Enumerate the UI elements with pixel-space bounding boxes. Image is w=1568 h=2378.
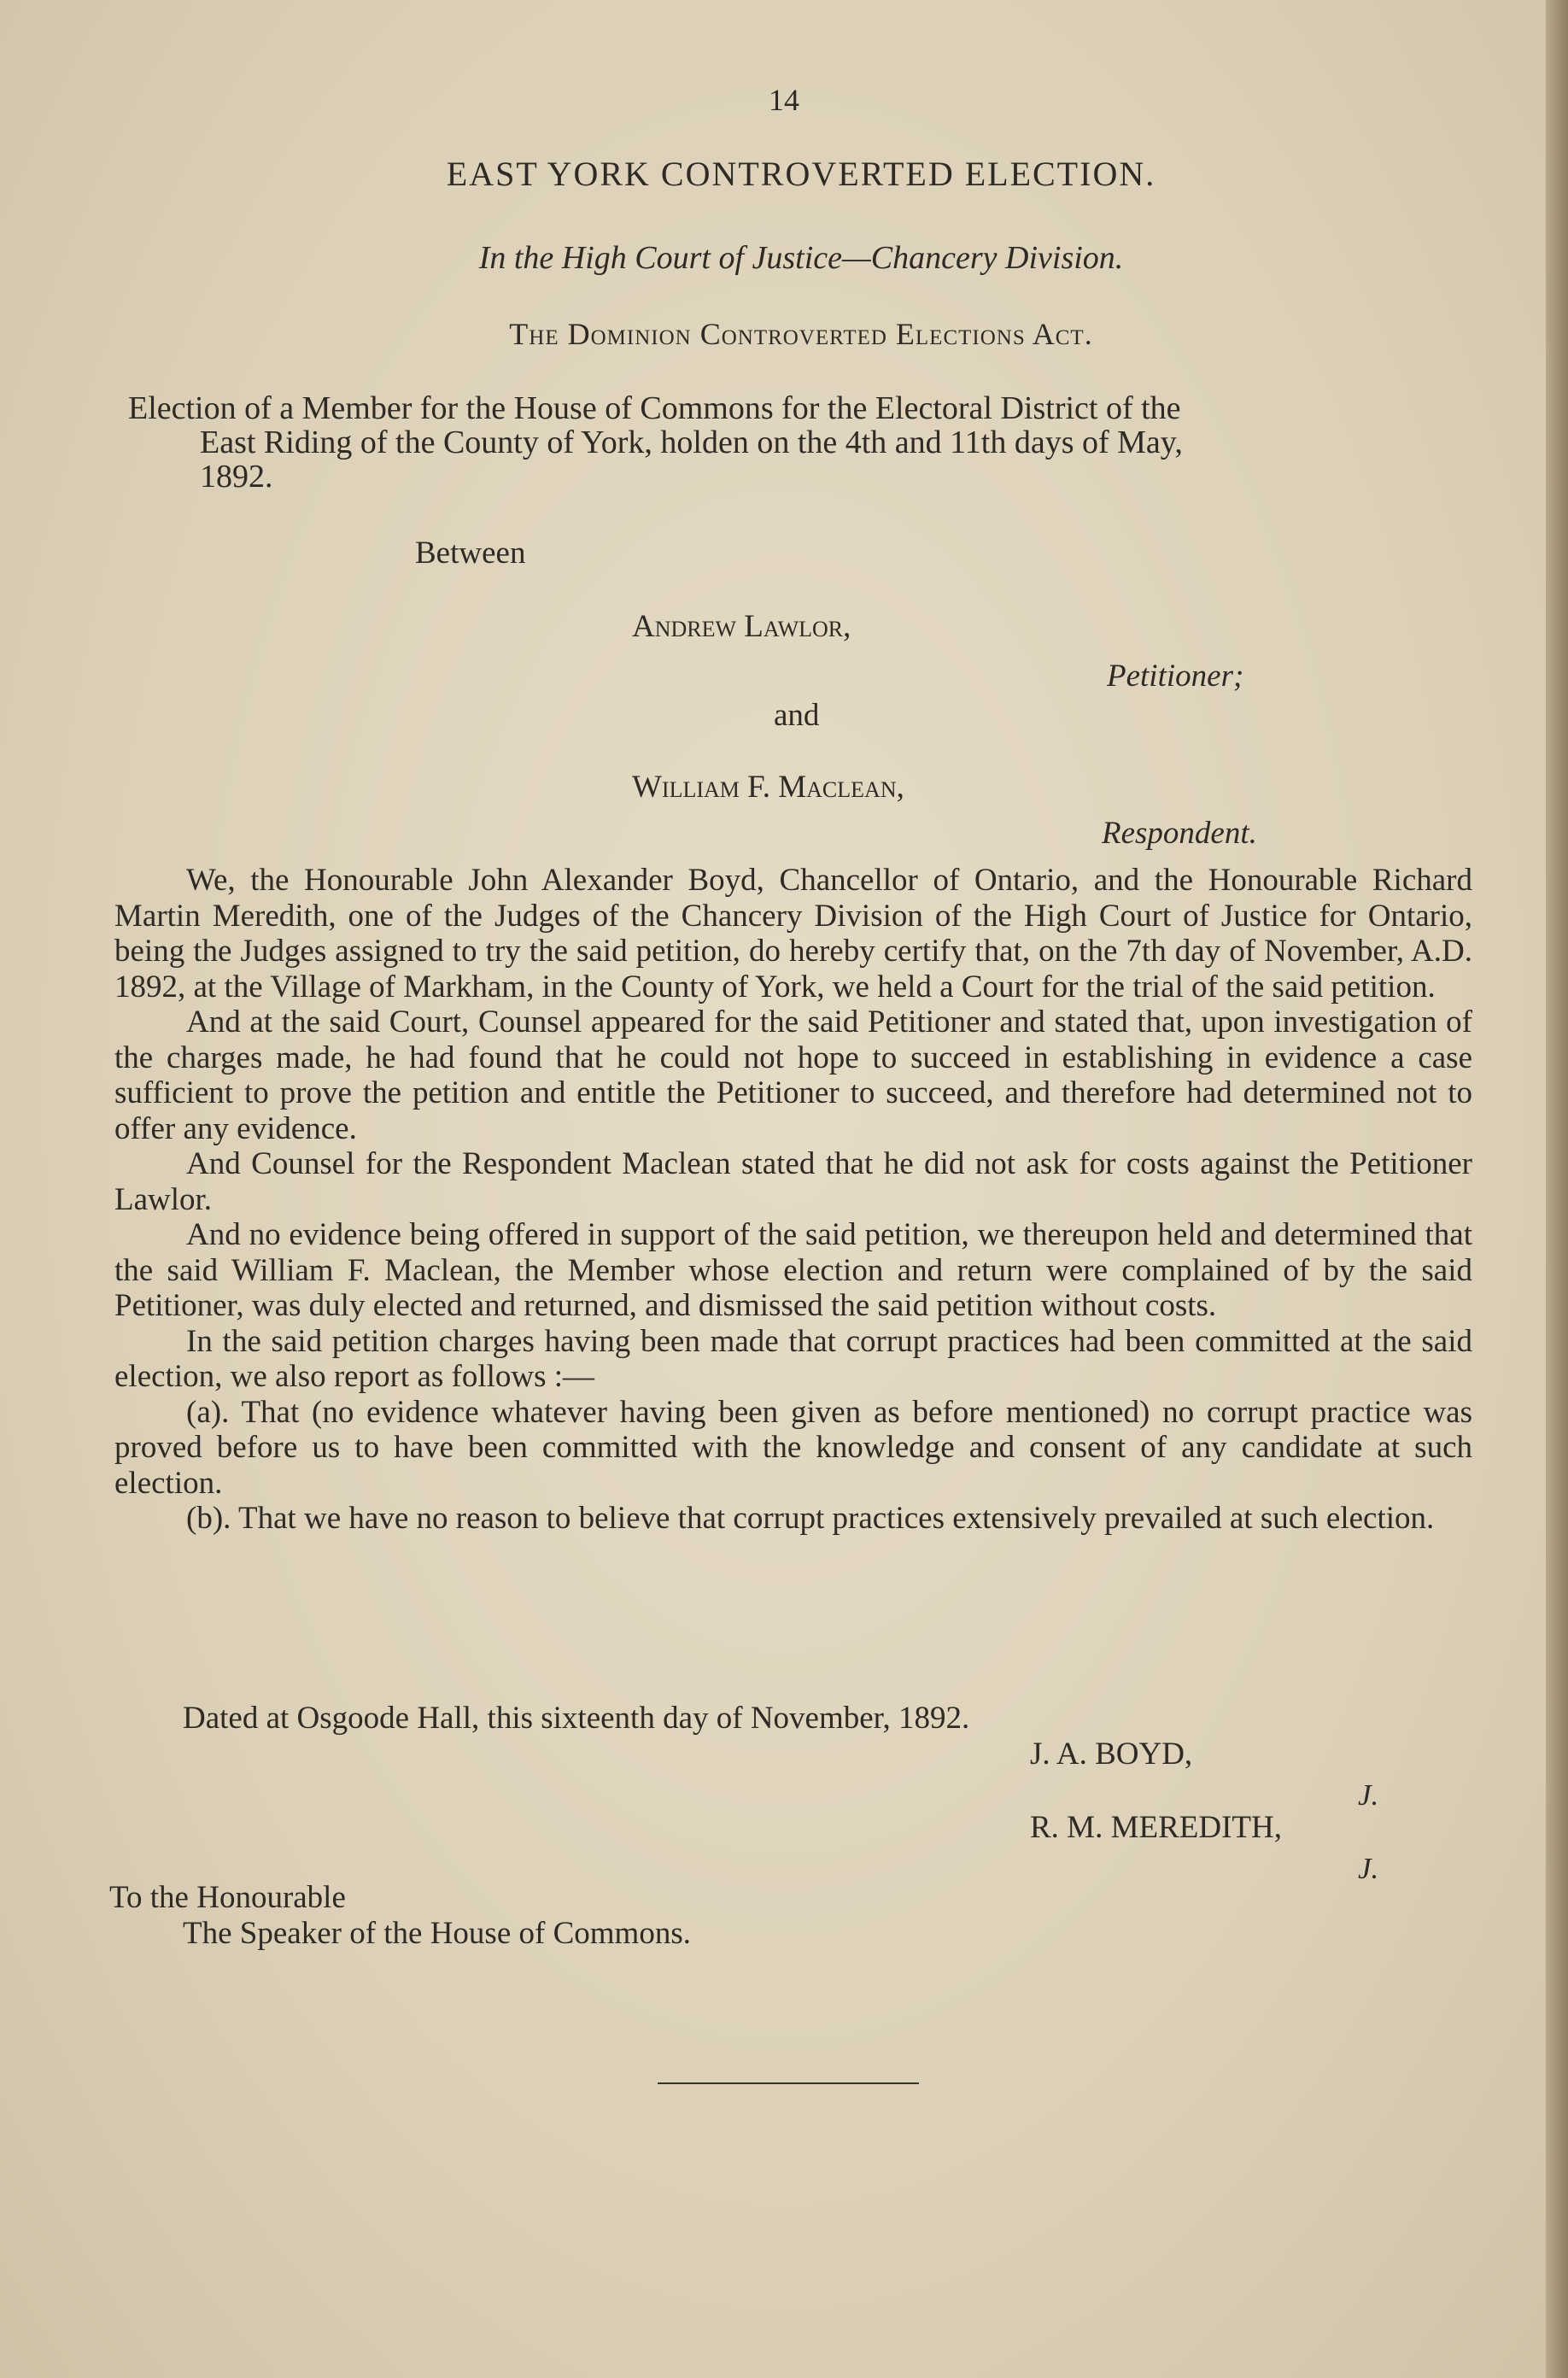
closing-rule [658,2082,919,2084]
address-line-1: To the Honourable [109,1880,346,1915]
signature-meredith: R. M. MEREDITH, [1030,1810,1282,1845]
election-caption [128,391,1486,494]
act-heading: The Dominion Controverted Elections Act. [509,317,1093,351]
paragraph-determination: And no evidence being offered in support of the said petition, we thereupon held and determined that the said William F. Maclean, the Member whose election and return were complained of by the said Petitioner, was duly elected and returned, and dismissed the said petition without costs. [114,1217,1472,1323]
signature-boyd: J. A. BOYD, [1030,1737,1193,1772]
paragraph-counsel-respondent: And Counsel for the Respondent Maclean stated that he did not ask for costs against the Petitioner Lawlor. [114,1146,1472,1217]
dated-line: Dated at Osgoode Hall, this sixteenth day of November, 1892. [183,1701,970,1736]
address-line-2: The Speaker of the House of Commons. [183,1916,691,1951]
paragraph-certify: We, the Honourable John Alexander Boyd, Chancellor of Ontario, and the Honourable Richard Martin Meredith, one of the Judges of the Chancery Division of the High Court of Justice for Ontario, being the Judges assigned to try the said petition, do hereby certify that, on the 7th day of November, A.D. 1892, at the Village of Markham, in the County of York, we held a Court for the trial of the said petition. [114,863,1472,1004]
and-label: and [774,698,820,733]
paragraph-finding-b: (b). That we have no reason to believe that corrupt practices extensively prevailed at such election. [186,1501,1435,1536]
caption-line-2: East Riding of the County of York, holden on the 4th and 11th days of May, [200,425,1183,460]
paragraph-report: In the said petition charges having been made that corrupt practices had been committed at the said election, we also report as follows :— [114,1323,1472,1394]
caption-line-3: 1892. [200,459,273,495]
page-number: 14 [769,83,799,117]
respondent-name: William F. Maclean, [632,770,904,805]
document-title: EAST YORK CONTROVERTED ELECTION. [446,155,1156,193]
justice-mark-2: J. [1358,1852,1379,1885]
justice-mark-1: J. [1358,1778,1379,1812]
between-label: Between [415,536,526,571]
petitioner-role: Petitioner; [1107,659,1244,694]
caption-line-1: Election of a Member for the House of Commons for the Electoral District of the [128,390,1181,426]
book-spine-edge [1546,0,1568,2378]
paragraph-finding-a: (a). That (no evidence whatever having been given as before mentioned) no corrupt practice was proved before us to have been committed with the knowledge and consent of any candidate at such election. [114,1394,1472,1501]
certificate-body [114,863,1472,1537]
court-heading: In the High Court of Justice—Chancery Division. [478,240,1124,276]
petitioner-name: Andrew Lawlor, [632,609,851,644]
paragraph-counsel-petitioner: And at the said Court, Counsel appeared for the said Petitioner and stated that, upon investigation of the charges made, he had found that he could not hope to succeed in establishing in evidence a case sufficient to prove the petition and entitle the Petitioner to succeed, and therefore had determined not to offer any evidence. [114,1004,1472,1146]
respondent-role: Respondent. [1102,816,1257,851]
